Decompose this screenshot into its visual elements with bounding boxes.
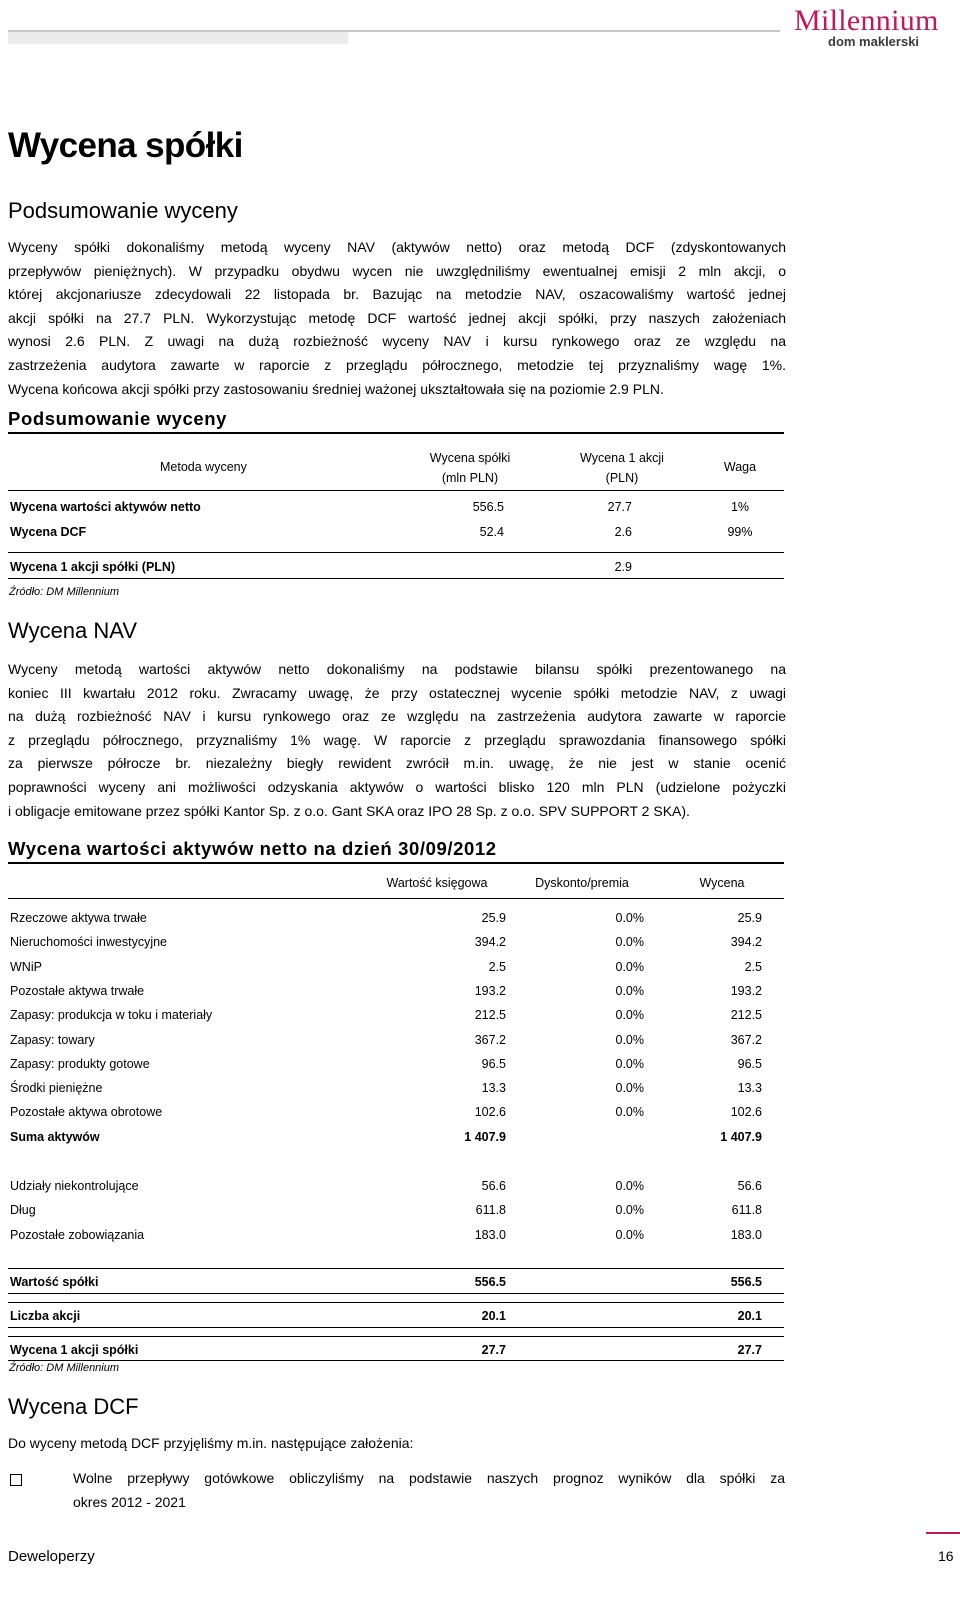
nav-heading: Wycena NAV xyxy=(8,618,137,643)
table-row-discount: 0.0% xyxy=(615,1179,644,1193)
table-row-label: WNiP xyxy=(10,959,42,974)
page-title: Wycena spółki xyxy=(8,126,243,165)
summary-paragraph-line: Wycena końcowa akcji spółki przy zastosowaniu średniej ważonej ukształtowała się na poziomie 2.9 PLN. xyxy=(8,380,664,397)
table-row-book-value: 367.2 xyxy=(474,1032,506,1047)
table-row-book-value: 25.9 xyxy=(481,911,506,925)
nav-table-top-rule xyxy=(8,862,784,864)
table-row-label: Liczba akcji xyxy=(10,1309,81,1323)
footer-accent-rule xyxy=(926,1532,960,1534)
nav-header-book-value: Wartość księgowa xyxy=(386,876,488,890)
summary-row-nav-weight: 1% xyxy=(730,500,750,514)
table-row-label: Pozostałe aktywa obrotowe xyxy=(10,1105,163,1120)
summary-row-nav-share: 27.7 xyxy=(607,500,632,514)
millennium-logo xyxy=(792,4,952,48)
table-row-valuation: 1 407.9 xyxy=(720,1129,762,1144)
table-row-label: Rzeczowe aktywa trwałe xyxy=(10,911,147,925)
table-row-label: Pozostałe zobowiązania xyxy=(10,1227,145,1242)
header-share-value-line2: (PLN) xyxy=(605,471,639,485)
share-value-bottom-rule xyxy=(8,1360,784,1361)
nav-header-valuation: Wycena xyxy=(699,876,745,890)
table-row-valuation: 183.0 xyxy=(730,1227,762,1242)
summary-paragraph-line: której akcjonariusze zdecydowali 22 listopada br. Bazując na metodzie NAV, oszacowaliśmy wartość jednej xyxy=(8,286,786,303)
summary-row-dcf-company: 52.4 xyxy=(479,525,504,539)
table-row-valuation: 556.5 xyxy=(730,1275,762,1289)
table-row-valuation: 611.8 xyxy=(731,1203,762,1218)
nav-paragraph-line: i obligacje emitowane przez spółki Kantor Sp. z o.o. Gant SKA oraz IPO 28 Sp. z o.o. SPV SUPPORT 2 SKA). xyxy=(8,802,690,819)
table-row-label: Wycena 1 akcji spółki xyxy=(10,1343,139,1357)
table-row-book-value: 212.5 xyxy=(474,1008,506,1023)
table-row-book-value: 20.1 xyxy=(481,1309,506,1323)
checkbox-bullet-icon xyxy=(10,1474,22,1486)
nav-paragraph xyxy=(8,658,786,823)
company-value-bottom-rule xyxy=(8,1293,784,1294)
table-row-label: Zapasy: produkty gotowe xyxy=(10,1056,150,1071)
nav-table-header-rule xyxy=(8,898,784,899)
table-row-valuation: 102.6 xyxy=(730,1105,762,1120)
table-row-valuation: 13.3 xyxy=(737,1081,762,1096)
table-row-label: Suma aktywów xyxy=(10,1129,100,1144)
dcf-intro: Do wyceny metodą DCF przyjęliśmy m.in. następujące założenia: xyxy=(8,1435,414,1451)
header-company-value-line2: (mln PLN) xyxy=(441,471,499,485)
summary-row-dcf-method: Wycena DCF xyxy=(10,525,87,539)
logo-subtitle: dom maklerski xyxy=(828,34,920,49)
table-row-discount: 0.0% xyxy=(615,911,644,925)
header-shade xyxy=(8,32,348,44)
table-row-book-value: 96.5 xyxy=(481,1056,506,1071)
summary-paragraph-line: wynosi 2.6 PLN. Z uwagi na dużą rozbieżność wyceny NAV i kursu rynkowego oraz ze względu na xyxy=(8,333,786,350)
table-row-discount: 0.0% xyxy=(615,1105,644,1120)
table-row-book-value: 556.5 xyxy=(474,1275,506,1289)
header-method: Metoda wyceny xyxy=(160,460,247,474)
table-row-valuation: 2.5 xyxy=(744,959,762,974)
page-number: 16 xyxy=(938,1548,954,1564)
summary-paragraph-line: Wyceny spółki dokonaliśmy metodą wyceny NAV (aktywów netto) oraz metodą DCF (zdyskontowanych xyxy=(8,239,786,255)
nav-paragraph-line: Wyceny metodą wartości aktywów netto dokonaliśmy na podstawie bilansu spółki prezentowanego na xyxy=(8,661,786,677)
summary-table-top-rule xyxy=(8,432,784,434)
table-row-valuation: 56.6 xyxy=(737,1179,762,1193)
table-row-book-value: 1 407.9 xyxy=(464,1129,506,1144)
nav-paragraph-line: na dużą rozbieżność NAV i kursu rynkowego oraz ze względu na zastrzeżenia audytora zawarte w raporcie xyxy=(8,708,786,725)
table-row-label: Zapasy: towary xyxy=(10,1032,95,1047)
company-value-top-rule xyxy=(8,1268,784,1269)
table-row-valuation: 25.9 xyxy=(737,911,762,925)
header-company-value-line1: Wycena spółki xyxy=(429,451,511,465)
table-row-label: Dług xyxy=(10,1203,36,1218)
summary-table-source: Źródło: DM Millennium xyxy=(9,586,120,598)
table-row-discount: 0.0% xyxy=(615,1032,644,1047)
table-row-valuation: 367.2 xyxy=(730,1032,762,1047)
table-row-discount: 0.0% xyxy=(615,1056,644,1071)
table-row-discount: 0.0% xyxy=(615,935,644,950)
share-count-bottom-rule xyxy=(8,1327,784,1328)
summary-total-value: 2.9 xyxy=(614,560,632,574)
table-row-book-value: 2.5 xyxy=(488,959,506,974)
summary-row-dcf-weight: 99% xyxy=(727,525,753,539)
table-row-label: Nieruchomości inwestycyjne xyxy=(10,935,168,950)
share-value-top-rule xyxy=(8,1336,784,1337)
table-row-book-value: 102.6 xyxy=(474,1105,506,1120)
summary-paragraph-line: akcji spółki na 27.7 PLN. Wykorzystując metodę DCF wartość jednej akcji spółki, przy naszych założeniach xyxy=(8,309,786,326)
summary-table-title: Podsumowanie wyceny xyxy=(8,408,228,429)
nav-header-discount: Dyskonto/premia xyxy=(535,876,629,890)
summary-row-nav-method: Wycena wartości aktywów netto xyxy=(10,500,201,514)
table-row-discount: 0.0% xyxy=(615,1008,644,1023)
summary-paragraph-line: zastrzeżenia audytora zawarte w raporcie z przeglądu półrocznego, metodzie tej przyznaliśmy wagę 1%. xyxy=(8,356,786,373)
table-row-valuation: 27.7 xyxy=(737,1343,762,1357)
dcf-bullet-text xyxy=(73,1466,785,1514)
nav-table-source: Źródło: DM Millennium xyxy=(9,1362,120,1374)
table-row-book-value: 13.3 xyxy=(481,1081,506,1096)
table-row-label: Zapasy: produkcja w toku i materiały xyxy=(10,1008,213,1023)
dcf-heading: Wycena DCF xyxy=(8,1394,139,1419)
table-row-book-value: 394.2 xyxy=(474,935,506,950)
header-weight: Waga xyxy=(723,460,757,474)
table-row-book-value: 56.6 xyxy=(481,1179,506,1193)
summary-table-total-rule xyxy=(8,552,784,553)
table-row-valuation: 394.2 xyxy=(730,935,762,950)
table-row-book-value: 193.2 xyxy=(474,983,506,998)
summary-row-nav-company: 556.5 xyxy=(472,500,504,514)
table-row-label: Pozostałe aktywa trwałe xyxy=(10,983,145,998)
table-row-label: Środki pieniężne xyxy=(10,1081,103,1096)
table-row-discount: 0.0% xyxy=(615,959,644,974)
table-row-valuation: 193.2 xyxy=(730,983,762,998)
table-row-valuation: 20.1 xyxy=(737,1309,762,1323)
nav-table-title: Wycena wartości aktywów netto na dzień 30/09/2012 xyxy=(8,838,497,859)
logo-wordmark: Millennium xyxy=(794,4,939,37)
table-row-discount: 0.0% xyxy=(615,983,644,998)
summary-table-bottom-rule xyxy=(8,578,784,579)
summary-heading: Podsumowanie wyceny xyxy=(8,198,238,223)
summary-paragraph-line: przepływów pieniężnych). W przypadku obydwu wycen nie uwzględniliśmy ewentualnej emisji 2 mln akcji, o xyxy=(8,262,786,279)
summary-row-dcf-share: 2.6 xyxy=(614,525,632,539)
nav-paragraph-line: koniec III kwartału 2012 roku. Zwracamy uwagę, że przy ostatecznej wycenie spółki metodzie NAV, z uwagi xyxy=(8,684,786,701)
footer-section-name: Deweloperzy xyxy=(8,1548,95,1565)
table-row-label: Udziały niekontrolujące xyxy=(10,1179,139,1193)
dcf-bullet-line: Wolne przepływy gotówkowe obliczyliśmy na podstawie naszych prognoz wyników dla spółki za xyxy=(73,1470,785,1486)
table-row-discount: 0.0% xyxy=(615,1203,644,1218)
summary-table-header-rule xyxy=(8,490,784,491)
header-share-value-line1: Wycena 1 akcji xyxy=(580,451,664,465)
nav-paragraph-line: poprawności wyceny ani możliwości odzyskania aktywów o wartości blisko 120 mln PLN (udzielone pożyczki xyxy=(8,778,786,795)
table-row-book-value: 611.8 xyxy=(475,1203,506,1218)
dcf-bullet-line: okres 2012 - 2021 xyxy=(73,1494,186,1510)
table-row-discount: 0.0% xyxy=(615,1227,644,1242)
table-row-label: Wartość spółki xyxy=(10,1275,99,1289)
table-row-discount: 0.0% xyxy=(615,1081,644,1096)
summary-paragraph xyxy=(8,236,786,401)
table-row-valuation: 96.5 xyxy=(737,1056,762,1071)
table-row-book-value: 183.0 xyxy=(474,1227,506,1242)
nav-paragraph-line: za pierwsze półrocze br. niezależny biegły rewident zwrócił m.in. uwagę, że nie jest w stanie ocenić xyxy=(8,755,786,772)
table-row-book-value: 27.7 xyxy=(481,1343,506,1357)
summary-total-label: Wycena 1 akcji spółki (PLN) xyxy=(10,560,176,574)
share-count-top-rule xyxy=(8,1302,784,1303)
nav-paragraph-line: z przeglądu półrocznego, przyznaliśmy 1% wagę. W raporcie z przeglądu sprawozdania finansowego spółki xyxy=(8,731,786,748)
table-row-valuation: 212.5 xyxy=(730,1008,762,1023)
